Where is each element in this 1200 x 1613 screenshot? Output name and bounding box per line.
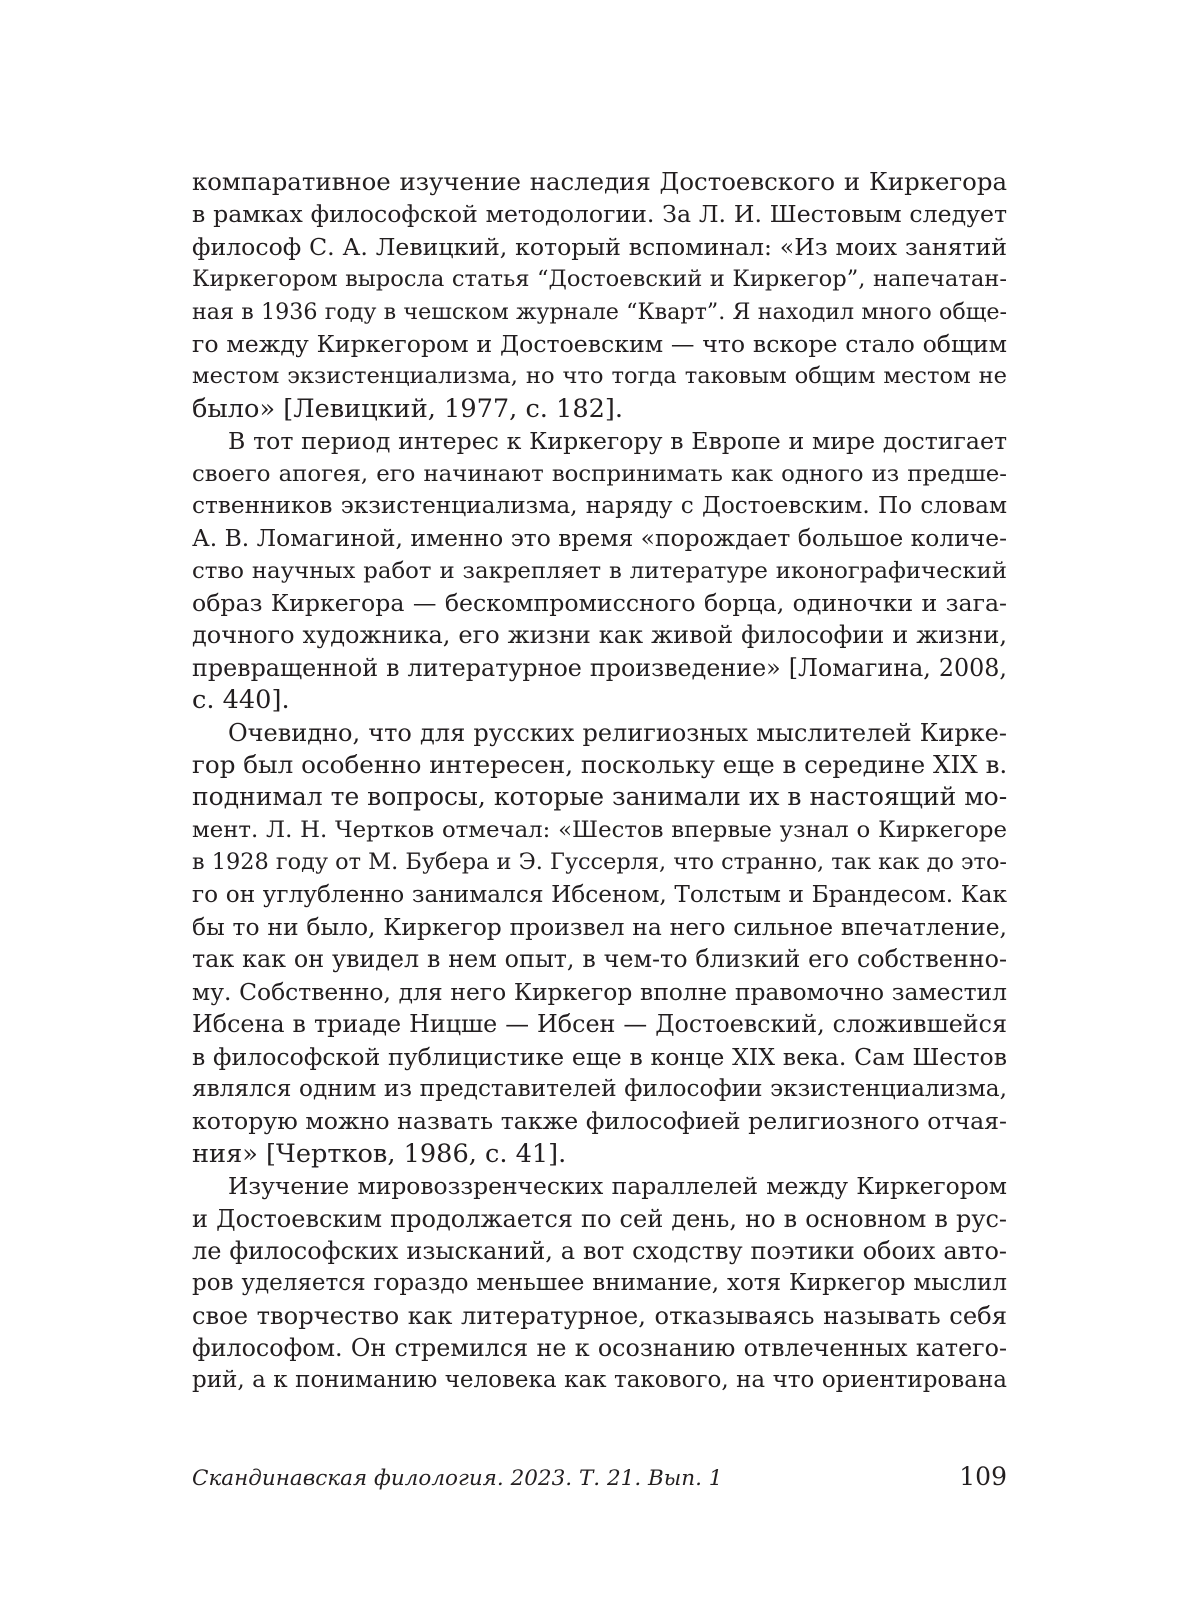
- text-line: и Достоевским продолжается по сей день, но в основном в рус-: [192, 1204, 1007, 1233]
- text-line: превращенной в литературное произведение» [Ломагина, 2008,: [192, 653, 1007, 682]
- text-line: в философской публицистике еще в конце XIX века. Сам Шестов: [192, 1042, 1007, 1071]
- paragraph-3: [192, 717, 1007, 1170]
- text-line: В тот период интерес к Киркегору в Европе и мире достигает: [228, 427, 1007, 456]
- text-line: ров уделяется гораздо меньшее внимание, хотя Киркегор мыслил: [192, 1270, 1007, 1297]
- text-line: бы то ни было, Киркегор произвел на него сильное впечатление,: [192, 912, 1007, 941]
- text-line: местом экзистенциализма, но что тогда таковым общим местом не: [192, 363, 1007, 390]
- text-line: го между Киркегором и Достоевским — что вскоре стало общим: [192, 329, 1007, 358]
- text-line: гор был особенно интересен, поскольку еще в середине XIX в.: [192, 750, 1007, 780]
- text-line: с. 440].: [192, 685, 290, 716]
- journal-citation: Скандинавская филология. 2023. Т. 21. Вып. 1: [192, 1466, 723, 1491]
- text-line: было» [Левицкий, 1977, с. 182].: [192, 393, 624, 424]
- paragraph-4: [192, 1170, 1007, 1397]
- body-text: [192, 166, 1007, 1397]
- text-line: философом. Он стремился не к осознанию отвлеченных катего-: [192, 1334, 1007, 1363]
- text-line: Ибсена в триаде Ницше — Ибсен — Достоевский, сложившейся: [192, 1010, 1007, 1039]
- text-line: являлся одним из представителей философии экзистенциализма,: [192, 1074, 1007, 1102]
- text-line: Киркегором выросла статья “Достоевский и Киркегор”, напечатан-: [192, 266, 1007, 293]
- paragraph-2: [192, 425, 1007, 717]
- text-line: в 1928 году от М. Бубера и Э. Гуссерля, что странно, так как до это-: [192, 849, 1007, 876]
- text-line: которую можно назвать также философией религиозного отчая-: [192, 1107, 1007, 1136]
- text-line: компаративное изучение наследия Достоевского и Киркегора: [192, 167, 1007, 196]
- text-line: ле философских изысканий, а вот сходству поэтики обоих авто-: [192, 1236, 1007, 1265]
- text-line: ная в 1936 году в чешском журнале “Кварт”. Я находил много обще-: [192, 298, 1007, 325]
- text-line: ство научных работ и закрепляет в литературе иконографический: [192, 557, 1007, 584]
- text-line: философ С. А. Левицкий, который вспоминал: «Из моих занятий: [192, 232, 1007, 261]
- text-line: ния» [Чертков, 1986, с. 41].: [192, 1138, 567, 1169]
- text-line: Очевидно, что для русских религиозных мыслителей Кирке-: [228, 718, 1007, 747]
- text-line: рий, а к пониманию человека как такового, на что ориентирована: [192, 1367, 1007, 1394]
- page-number: 109: [959, 1462, 1007, 1491]
- text-line: му. Собственно, для него Киркегор вполне правомочно заместил: [192, 977, 1007, 1006]
- paragraph-1: [192, 166, 1007, 425]
- text-line: Изучение мировоззренческих параллелей между Киркегором: [228, 1172, 1007, 1201]
- text-line: дочного художника, его жизни как живой философии и жизни,: [192, 621, 1007, 650]
- text-line: поднимал те вопросы, которые занимали их в настоящий мо-: [192, 782, 1007, 812]
- page-footer: [192, 1462, 1007, 1506]
- text-line: ственников экзистенциализма, наряду с Достоевским. По словам: [192, 491, 1007, 519]
- text-line: мент. Л. Н. Чертков отмечал: «Шестов впервые узнал о Киркегоре: [192, 816, 1007, 843]
- text-line: го он углубленно занимался Ибсеном, Толстым и Брандесом. Как: [192, 880, 1007, 908]
- text-line: своего апогея, его начинают воспринимать как одного из предше-: [192, 460, 1007, 487]
- text-line: в рамках философской методологии. За Л. И. Шестовым следует: [192, 200, 1007, 229]
- text-line: образ Киркегора — бескомпромиссного борца, одиночки и зага-: [192, 589, 1007, 618]
- text-line: так как он увидел в нем опыт, в чем-то близкий его собственно-: [192, 945, 1007, 974]
- text-line: А. В. Ломагиной, именно это время «порождает большое количе-: [192, 524, 1007, 553]
- text-line: свое творчество как литературное, отказываясь называть себя: [192, 1301, 1007, 1330]
